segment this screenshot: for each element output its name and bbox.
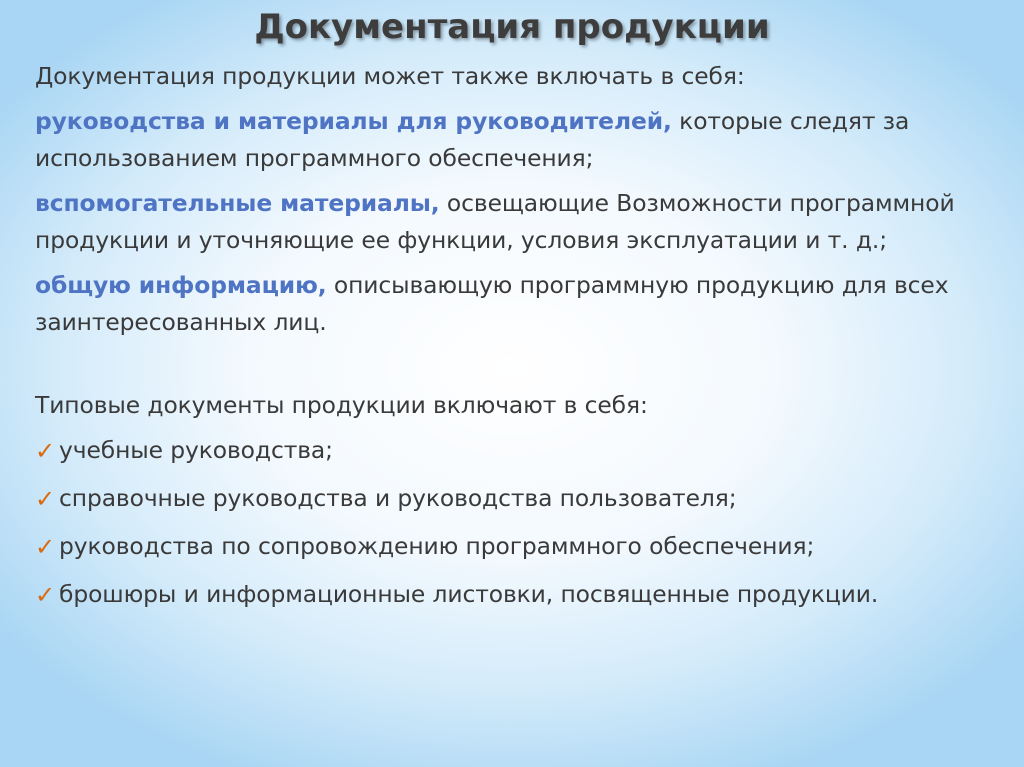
doc-item-text: описывающую программную продукцию для всех заинтересованных лиц. bbox=[35, 271, 949, 336]
intro-text: Документация продукции может также включать в себя: bbox=[35, 62, 745, 90]
section-spacer bbox=[35, 349, 1010, 387]
check-list-item bbox=[35, 528, 1010, 565]
checkmark-icon: ✓ bbox=[35, 485, 56, 513]
check-list-item bbox=[35, 480, 1010, 517]
doc-item-managers bbox=[35, 103, 1010, 177]
slide-title: Документация продукции bbox=[254, 7, 770, 47]
checkmark-icon: ✓ bbox=[35, 581, 56, 609]
doc-item-auxiliary bbox=[35, 185, 1010, 259]
doc-item-highlight: руководства и материалы для руководителей, bbox=[35, 107, 672, 135]
doc-item-general bbox=[35, 267, 1010, 341]
check-list-text: учебные руководства; bbox=[59, 436, 333, 464]
check-list-text: руководства по сопровождению программного обеспечения; bbox=[59, 532, 815, 560]
checkmark-icon: ✓ bbox=[35, 533, 56, 561]
doc-item-text: которые следят за использованием программного обеспечения; bbox=[35, 107, 910, 172]
doc-item-text: освещающие Возможности программной продукции и уточняющие ее функции, условия эксплуатации и т. д.; bbox=[35, 189, 955, 254]
check-list-text: брошюры и информационные листовки, посвященные продукции. bbox=[59, 580, 879, 608]
doc-item-highlight: общую информацию, bbox=[35, 271, 327, 299]
check-list-item bbox=[35, 432, 1010, 469]
intro-typical-docs: Типовые документы продукции включают в себя: bbox=[35, 391, 648, 419]
doc-item-highlight: вспомогательные материалы, bbox=[35, 189, 440, 217]
check-list-item bbox=[35, 576, 1010, 613]
check-list-text: справочные руководства и руководства пользователя; bbox=[59, 484, 737, 512]
checkmark-icon: ✓ bbox=[35, 437, 56, 465]
slide-content bbox=[35, 58, 1010, 624]
